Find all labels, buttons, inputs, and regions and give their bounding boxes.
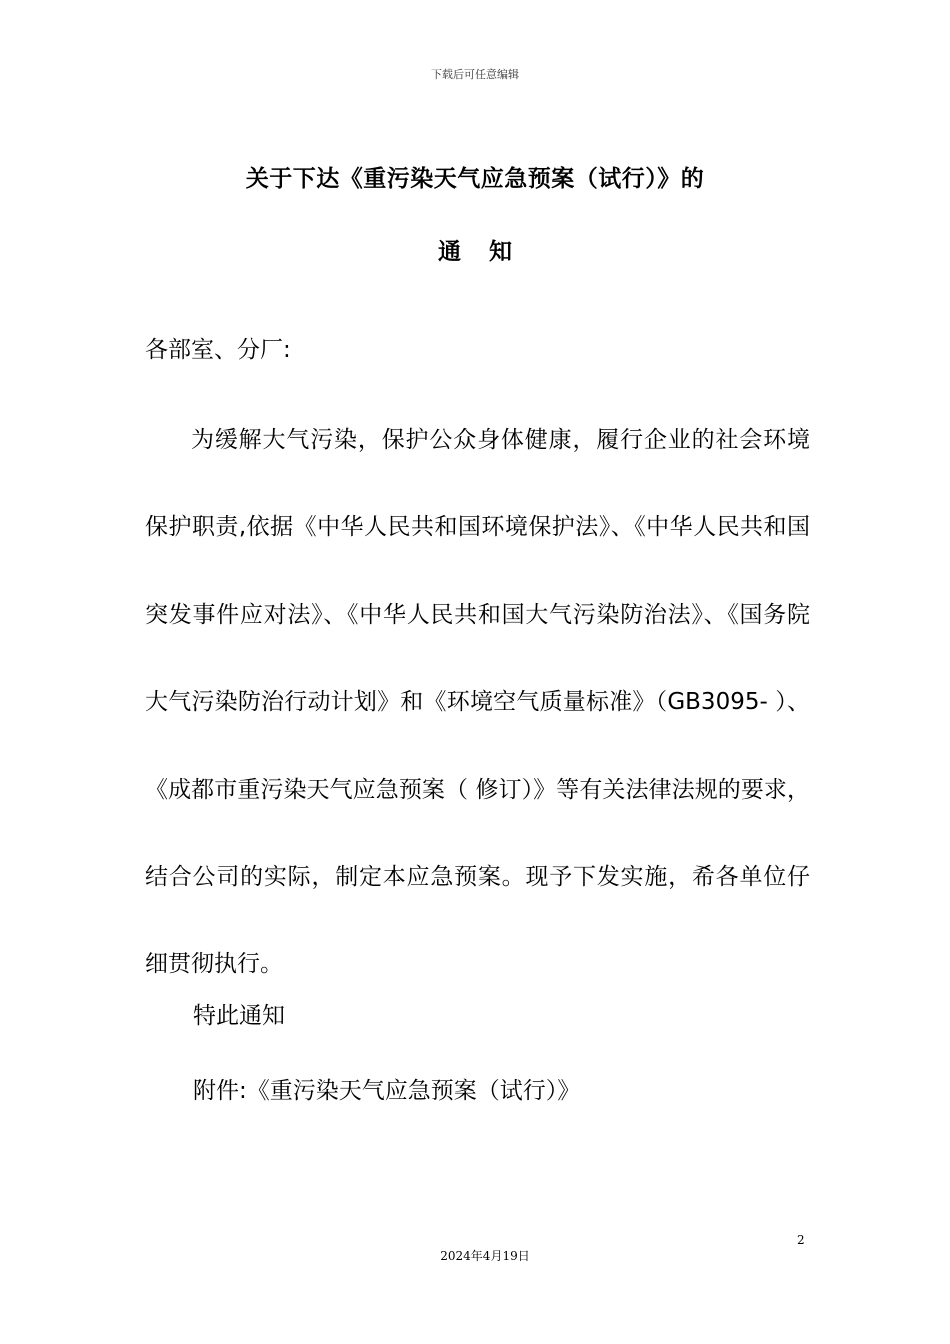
footer-date: 2024年4月19日: [440, 1249, 530, 1263]
salutation: 各部室、分厂:: [145, 337, 291, 363]
header-note: 下载后可任意编辑: [431, 68, 519, 81]
attachment-line: 附件:《重污染天气应急预案（试行）》: [193, 1078, 581, 1104]
document-title: 关于下达《重污染天气应急预案（试行）》的: [245, 166, 705, 192]
special-notice: 特此通知: [193, 1003, 285, 1029]
document-title-notice: 通知: [438, 239, 540, 265]
body-paragraph: 为缓解大气污染，保护公众身体健康，履行企业的社会环境保护职责,依据《中华人民共和国环境保护法》、《中华人民共和国突发事件应对法》、《中华人民共和国大气污染防治法》、《国务院大气污染防治行动计划》和《环境空气质量标准》（GB3095- ）、《成都市重污染天气应急预案（ 修订）》等有关法律法规的要求，结合公司的实际，制定本应急预案。现予下发实施，希各单位仔细贯彻执行。: [145, 427, 810, 978]
page-number: 2: [797, 1233, 805, 1247]
